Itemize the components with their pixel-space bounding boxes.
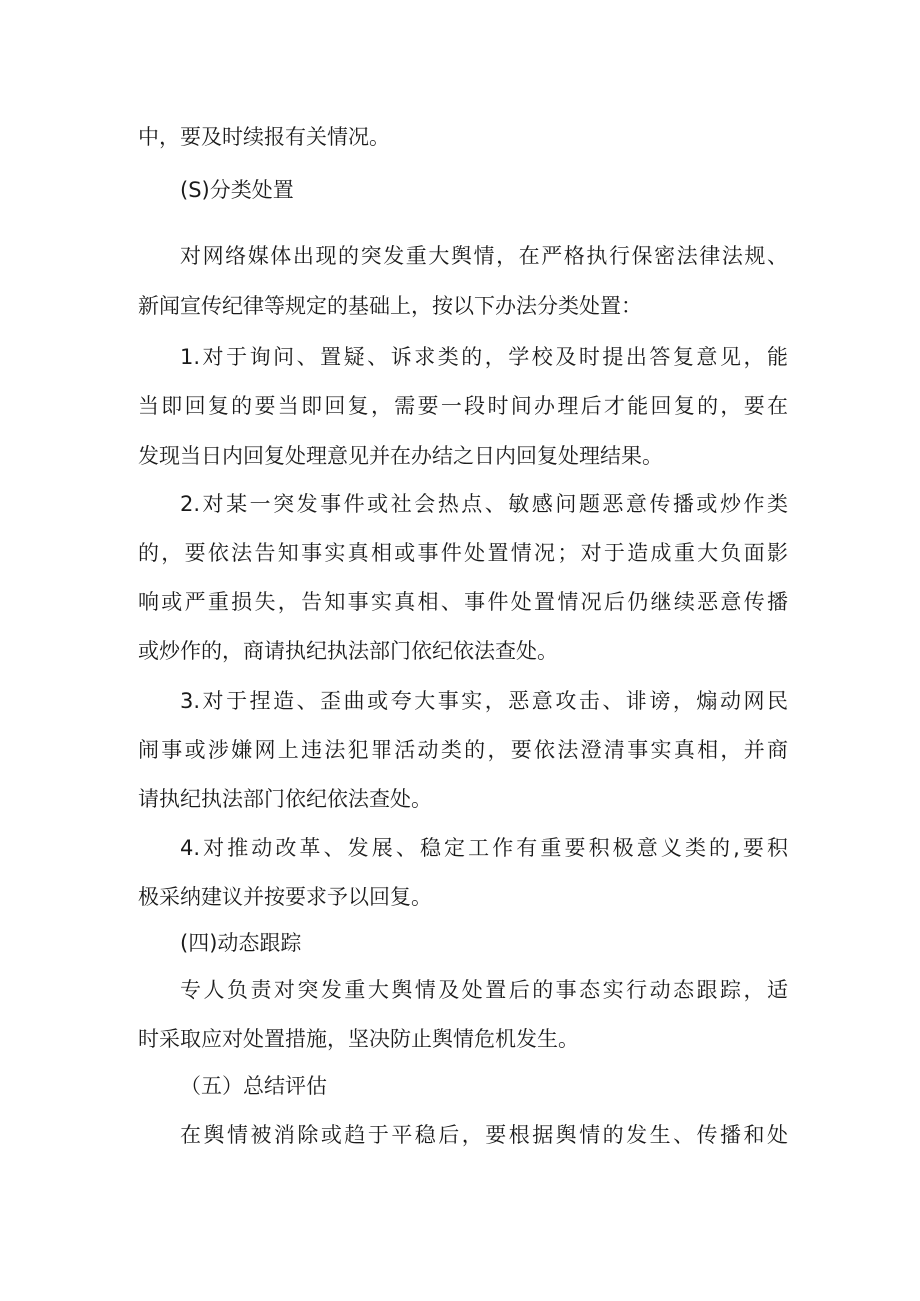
section-heading-evaluation: （五）总结评估 xyxy=(180,1074,327,1098)
list-item-1-line: 发现当日内回复处理意见并在办结之日内回复处理结果。 xyxy=(138,444,663,468)
paragraph-line: 对网络媒体出现的突发重大舆情，在严格执行保密法律法规、 xyxy=(180,244,788,268)
section-heading-classify: (S)分类处置 xyxy=(180,178,294,202)
paragraph-line: 专人负责对突发重大舆情及处置后的事态实行动态跟踪，适 xyxy=(180,978,788,1002)
list-item-3-line: 闹事或涉嫌网上违法犯罪活动类的，要依法澄清事实真相，并商 xyxy=(138,738,788,762)
list-item-3-line: 请执纪执法部门依纪依法查处。 xyxy=(138,787,432,811)
section-heading-tracking: (四)动态跟踪 xyxy=(180,931,302,955)
list-item-2-line: 的，要依法告知事实真相或事件处置情况；对于造成重大负面影 xyxy=(138,541,788,565)
list-item-1-line: 当即回复的要当即回复，需要一段时间办理后才能回复的，要在 xyxy=(138,394,788,418)
list-item-4-line: 4.对推动改革、发展、稳定工作有重要积极意义类的,要积 xyxy=(180,836,788,860)
paragraph-line-continuation: 中，要及时续报有关情况。 xyxy=(138,125,390,149)
list-item-1-line: 1.对于询问、置疑、诉求类的，学校及时提出答复意见，能 xyxy=(180,345,788,369)
list-item-4-line: 极采纳建议并按要求予以回复。 xyxy=(138,885,432,909)
list-item-2-line: 或炒作的，商请执纪执法部门依纪依法查处。 xyxy=(138,639,558,663)
paragraph-line: 新闻宣传纪律等规定的基础上，按以下办法分类处置： xyxy=(138,294,642,318)
list-item-2-line: 2.对某一突发事件或社会热点、敏感问题恶意传播或炒作类 xyxy=(180,492,788,516)
paragraph-line: 在舆情被消除或趋于平稳后，要根据舆情的发生、传播和处 xyxy=(180,1123,788,1147)
paragraph-line: 时采取应对处置措施，坚决防止舆情危机发生。 xyxy=(138,1027,579,1051)
list-item-2-line: 响或严重损失，告知事实真相、事件处置情况后仍继续恶意传播 xyxy=(138,590,788,614)
list-item-3-line: 3.对于捏造、歪曲或夸大事实，恶意攻击、诽谤，煽动网民 xyxy=(180,689,788,713)
